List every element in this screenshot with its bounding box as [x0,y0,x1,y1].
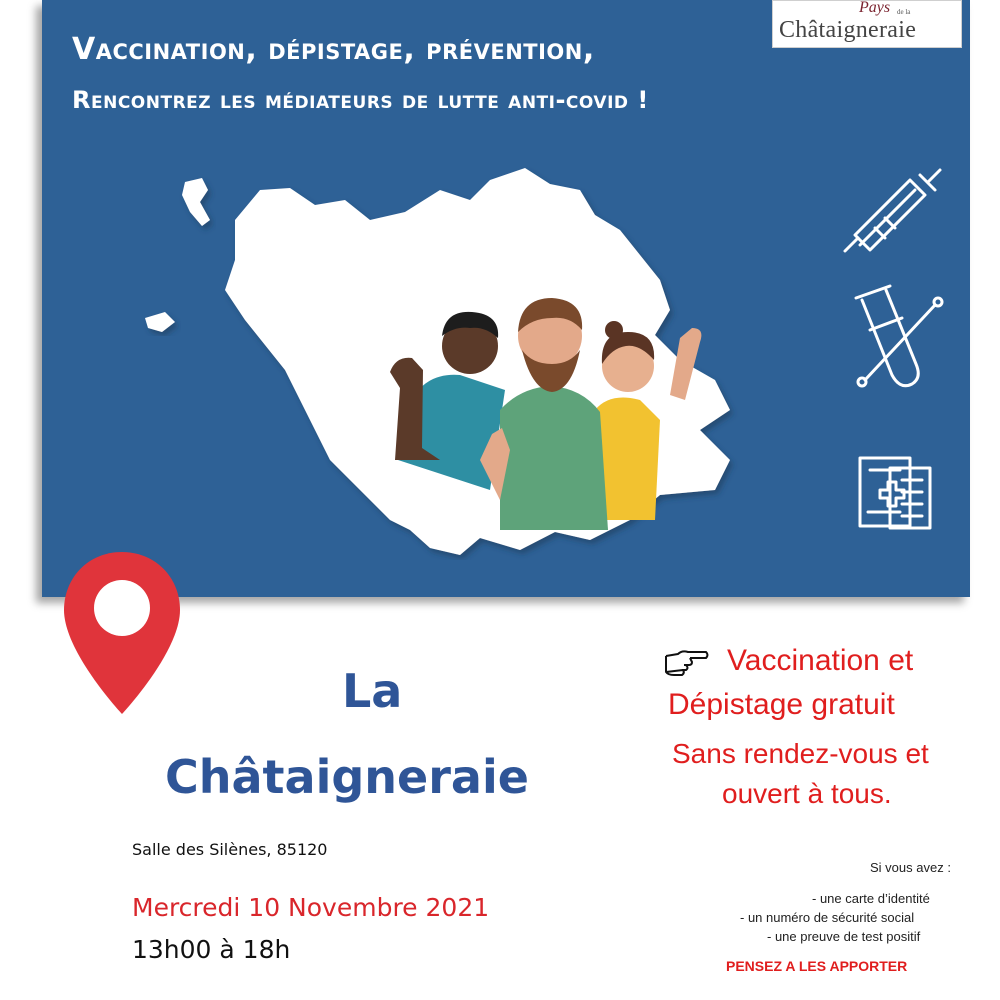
city-name-line-1: La [342,664,403,718]
event-time: 13h00 à 18h [132,935,291,964]
vendee-map-illustration [140,160,780,560]
requirement-item: - une carte d’identité [812,891,930,906]
offer-line-3: Sans rendez-vous et [672,738,929,769]
logo-main-text: Châtaigneraie [779,17,917,43]
event-address: Salle des Silènes, 85120 [132,840,328,859]
island-noirmoutier-shape [182,178,210,226]
service-icons [840,160,950,540]
medical-document-icon [860,458,930,528]
city-name-line-2: Châtaigneraie [165,750,529,804]
requirement-item: - un numéro de sécurité social [740,910,915,925]
test-tube-swab-icon [856,286,942,386]
headline-line-1: Vaccination, dépistage, prévention, [72,32,595,67]
pays-chataigneraie-logo [772,0,962,48]
location-pin-icon [60,548,184,718]
offer-line-1: Vaccination et [727,644,914,677]
syringe-icon [845,170,940,251]
requirements-heading: Si vous avez : [870,860,951,875]
logo-small-text: de la [897,8,911,16]
logo-pays-text: Pays [859,0,891,16]
bring-documents-reminder: PENSEZ A LES APPORTER [726,958,908,974]
island-yeu-shape [145,312,175,332]
pointing-hand-icon [662,648,710,678]
requirement-item: - une preuve de test positif [767,929,921,944]
offer-line-4: ouvert à tous. [722,778,892,809]
event-date: Mercredi 10 Novembre 2021 [132,893,490,922]
offer-line-2: Dépistage gratuit [668,688,895,721]
headline-line-2: Rencontrez les médiateurs de lutte anti-covid ! [72,86,649,114]
